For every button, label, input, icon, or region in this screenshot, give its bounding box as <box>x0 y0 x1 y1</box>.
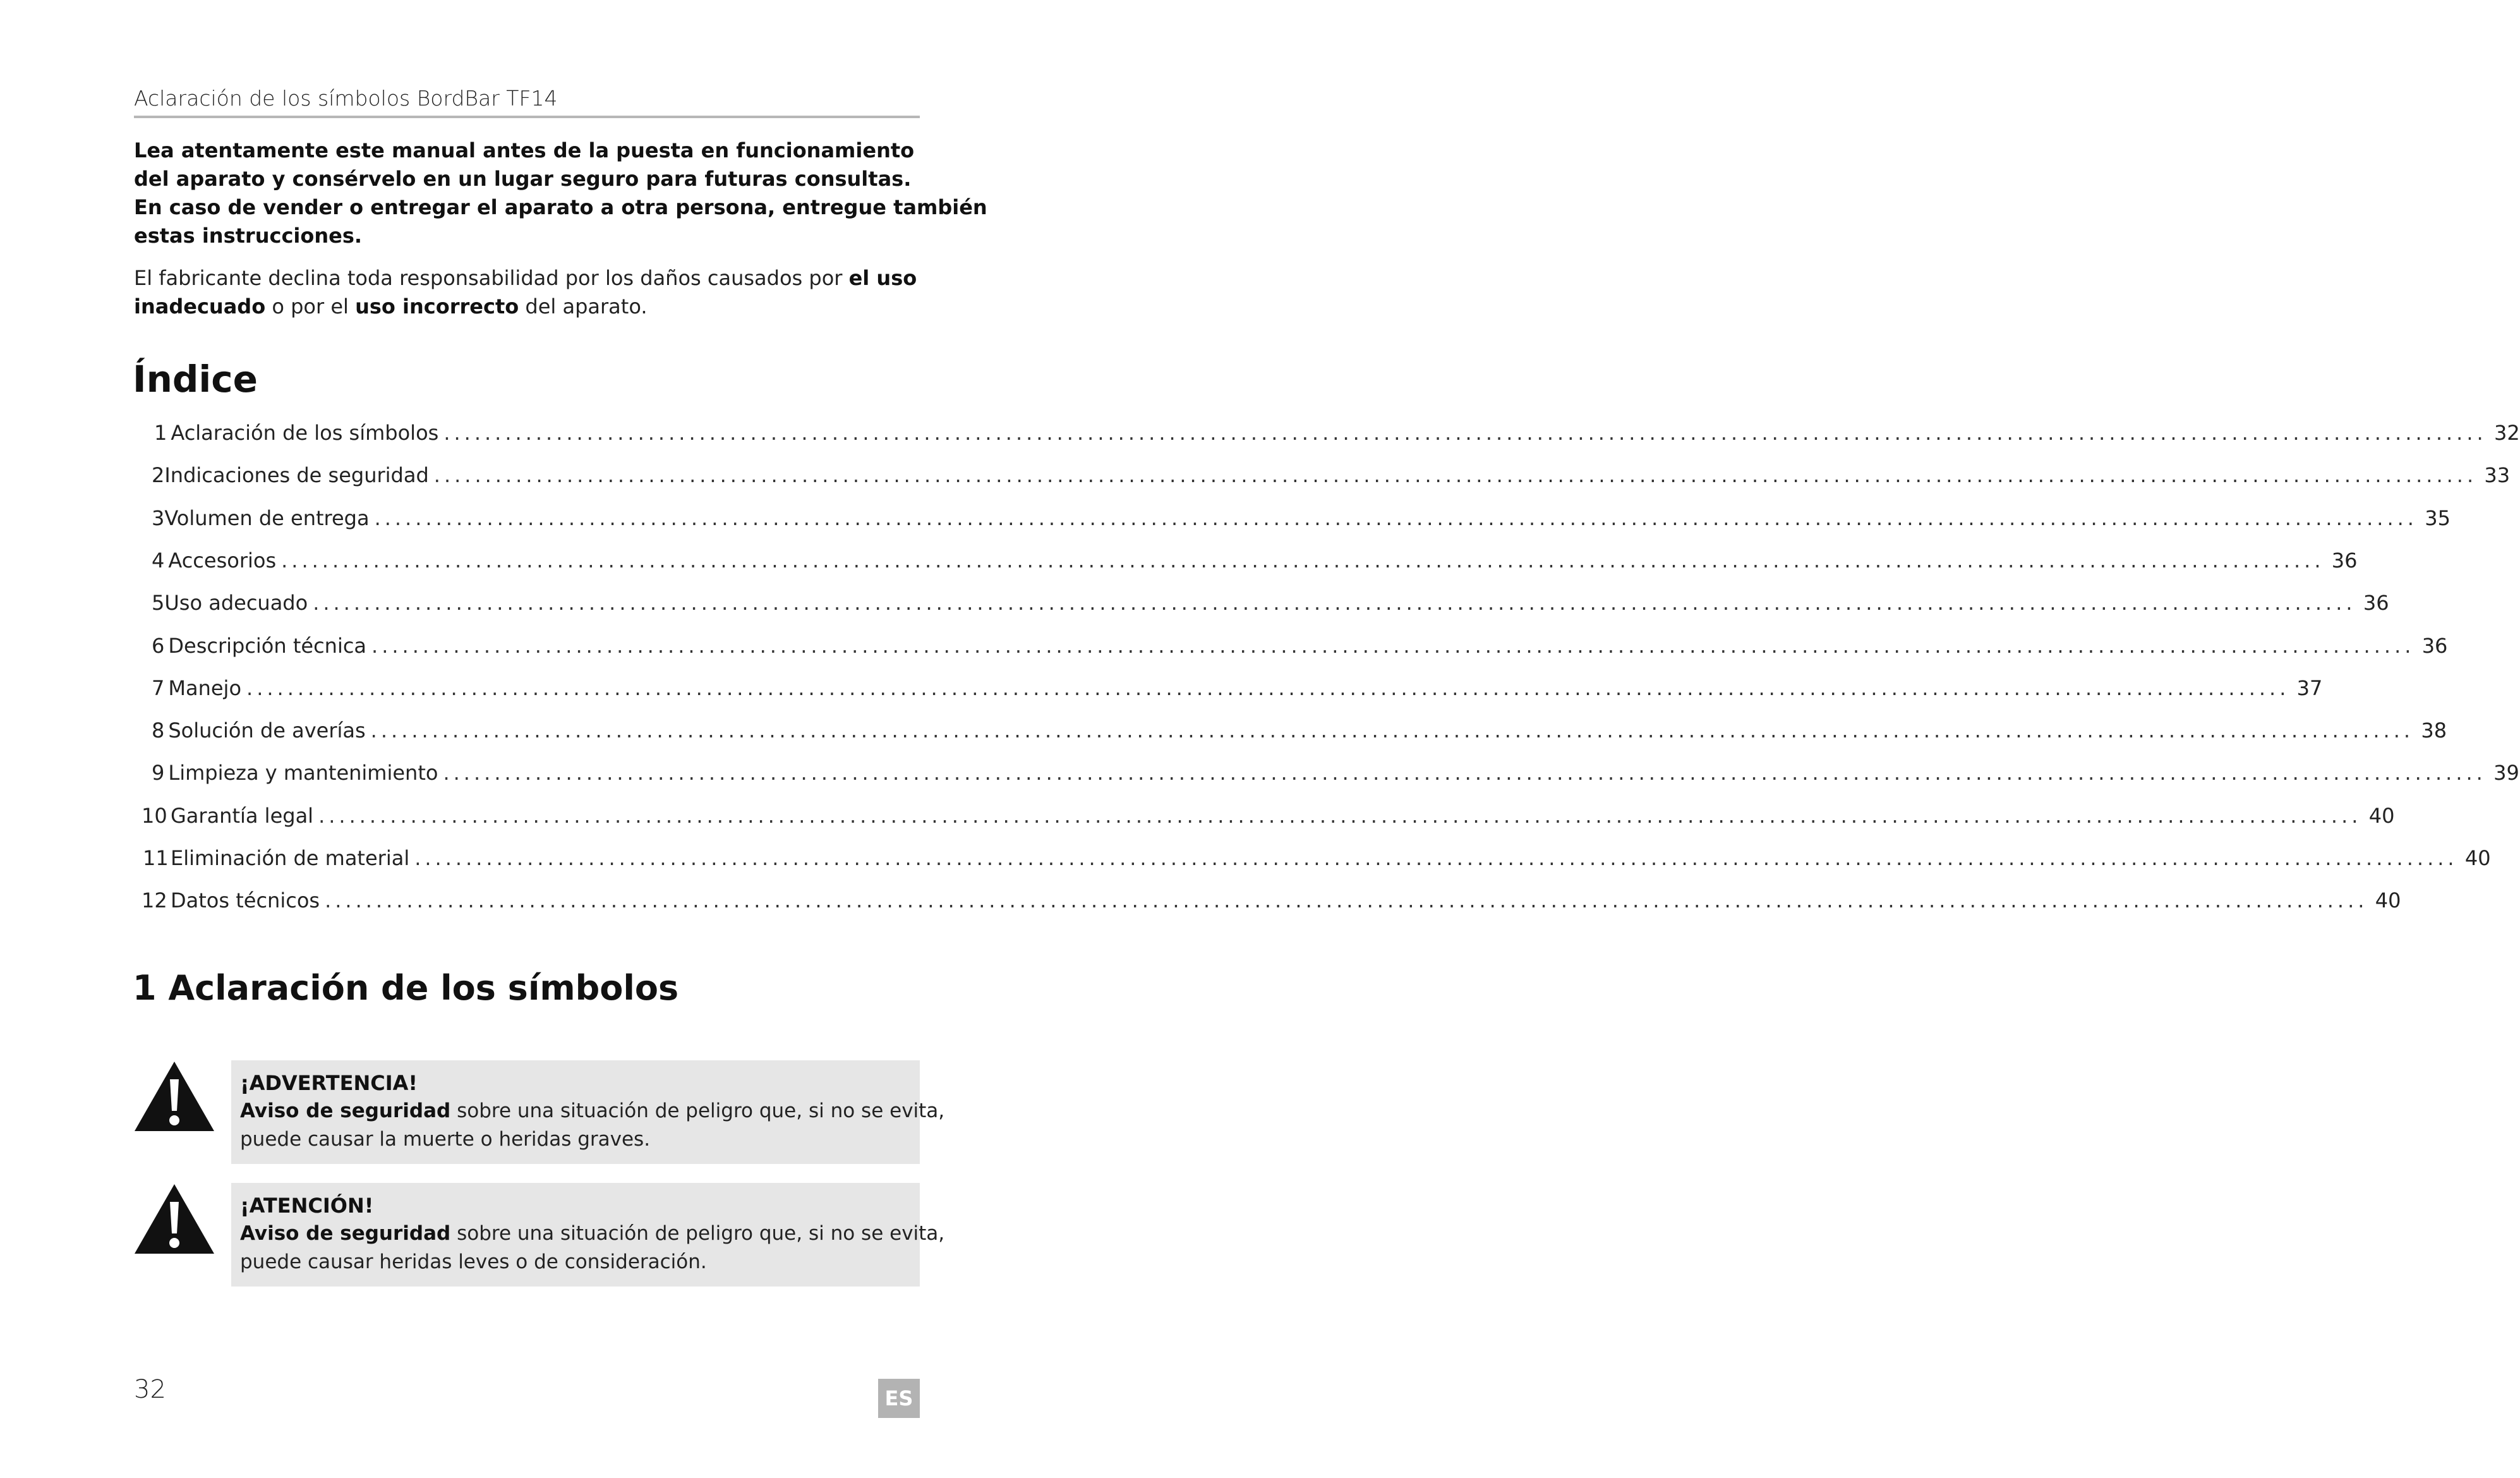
toc-page-number: 36 <box>2363 591 2389 615</box>
intro-line: del aparato y consérvelo en un lugar seguro para futuras consultas. <box>134 167 912 191</box>
toc-title: Eliminación de material <box>171 846 410 870</box>
notice-bold: Aviso de seguridad <box>240 1099 451 1122</box>
disclaimer-bold: el uso <box>848 266 917 290</box>
language-badge: ES <box>878 1379 920 1418</box>
toc-title: Manejo <box>168 675 242 700</box>
disclaimer-text: o por el <box>265 294 356 318</box>
toc-number: 8 <box>152 718 165 743</box>
intro-instructions <box>134 136 987 250</box>
toc-number: 6 <box>152 633 165 658</box>
toc-page-number: 37 <box>2296 675 2323 700</box>
intro-line: Lea atentamente este manual antes de la puesta en funcionamiento <box>134 138 915 162</box>
toc-leader-dots: ........................................................................................................................................................................................................ <box>325 888 2368 913</box>
toc-title: Aclaración de los símbolos <box>171 421 439 445</box>
toc-entry <box>152 633 2448 662</box>
intro-line: estas instrucciones. <box>134 224 363 248</box>
toc-number: 10 <box>142 803 167 828</box>
toc-title: Volumen de entrega <box>164 506 370 530</box>
disclaimer-bold: inadecuado <box>134 294 266 318</box>
toc-leader-dots: ........................................................................................................................................................................................................ <box>318 803 2362 828</box>
notice-body <box>240 1097 945 1154</box>
notice-line <box>240 1220 945 1248</box>
toc-page-number: 39 <box>2493 761 2519 785</box>
toc-page-number: 40 <box>2368 803 2395 828</box>
toc-leader-dots: ........................................................................................................................................................................................................ <box>443 421 2487 445</box>
toc-title: Garantía legal <box>171 803 314 828</box>
toc-number: 3 <box>152 506 165 530</box>
toc-page-number: 36 <box>2421 633 2448 658</box>
toc-entry <box>152 761 2519 789</box>
notice-line: puede causar la muerte o heridas graves. <box>240 1128 651 1151</box>
toc-entry <box>152 548 2358 576</box>
toc-leader-dots: ........................................................................................................................................................................................................ <box>414 846 2458 870</box>
toc-page-number: 40 <box>2375 888 2401 913</box>
disclaimer-bold: uso incorrecto <box>355 294 519 318</box>
toc-entry <box>152 675 2323 704</box>
toc-entry <box>142 803 2395 832</box>
toc-title: Solución de averías <box>168 718 366 743</box>
running-header: Aclaración de los símbolos BordBar TF14 <box>134 86 920 118</box>
toc-leader-dots: ........................................................................................................................................................................................................ <box>246 675 2290 700</box>
toc-title: Descripción técnica <box>168 633 367 658</box>
toc-entry <box>142 888 2401 916</box>
toc-number: 2 <box>152 463 165 488</box>
page-number: 32 <box>134 1375 166 1404</box>
toc-page-number: 35 <box>2425 506 2451 530</box>
toc-number: 7 <box>152 675 165 700</box>
notice-text: sobre una situación de peligro que, si no se evita, <box>450 1099 945 1122</box>
toc-page-number: 40 <box>2464 846 2491 870</box>
toc-page-number: 38 <box>2421 718 2447 743</box>
disclaimer-text: del aparato. <box>519 294 648 318</box>
toc-leader-dots: ........................................................................................................................................................................................................ <box>370 718 2414 743</box>
toc-page-number: 32 <box>2493 421 2520 445</box>
toc-leader-dots: ........................................................................................................................................................................................................ <box>443 761 2487 785</box>
toc-entry <box>143 846 2491 874</box>
warning-triangle-icon <box>133 1183 215 1255</box>
toc-page-number: 33 <box>2484 463 2511 488</box>
toc-page-number: 36 <box>2331 548 2358 572</box>
notice-body <box>240 1220 945 1276</box>
toc-number: 11 <box>143 846 169 870</box>
toc-entry <box>154 421 2520 449</box>
index-heading: Índice <box>133 358 258 401</box>
toc-leader-dots: ........................................................................................................................................................................................................ <box>371 633 2415 658</box>
toc-leader-dots: ........................................................................................................................................................................................................ <box>313 591 2356 615</box>
notice-line: puede causar heridas leves o de consideración. <box>240 1251 707 1273</box>
caution-notice <box>231 1183 945 1287</box>
disclaimer-line <box>134 264 920 293</box>
notice-title: ¡ADVERTENCIA! <box>240 1071 418 1095</box>
toc-number: 4 <box>152 548 165 572</box>
toc-title: Datos técnicos <box>171 888 320 913</box>
toc-leader-dots: ........................................................................................................................................................................................................ <box>281 548 2325 572</box>
toc-title: Uso adecuado <box>164 591 308 615</box>
section-heading: 1 Aclaración de los símbolos <box>133 968 679 1008</box>
toc-number: 12 <box>142 888 167 913</box>
notice-line <box>240 1097 945 1125</box>
toc-entry <box>152 718 2447 746</box>
intro-line: En caso de vender o entregar el aparato a otra persona, entregue también <box>134 195 987 219</box>
toc-leader-dots: ........................................................................................................................................................................................................ <box>374 506 2418 530</box>
toc-number: 9 <box>152 761 165 785</box>
toc-entry <box>152 506 2451 534</box>
toc-entry <box>152 591 2389 619</box>
disclaimer-text: El fabricante declina toda responsabilidad por los daños causados por <box>134 266 849 290</box>
liability-disclaimer <box>134 264 920 321</box>
toc-number: 1 <box>154 421 167 445</box>
warning-triangle-icon <box>133 1060 215 1132</box>
toc-title: Limpieza y mantenimiento <box>168 761 438 785</box>
toc-leader-dots: ........................................................................................................................................................................................................ <box>433 463 2478 488</box>
disclaimer-line <box>134 293 920 321</box>
notice-bold: Aviso de seguridad <box>240 1222 451 1245</box>
toc-number: 5 <box>152 591 165 615</box>
toc-title: Accesorios <box>168 548 277 572</box>
notice-title: ¡ATENCIÓN! <box>240 1194 374 1218</box>
notice-text: sobre una situación de peligro que, si no se evita, <box>450 1222 945 1245</box>
toc-title: Indicaciones de seguridad <box>164 463 429 488</box>
warning-notice <box>231 1060 945 1164</box>
toc-entry <box>152 463 2511 491</box>
